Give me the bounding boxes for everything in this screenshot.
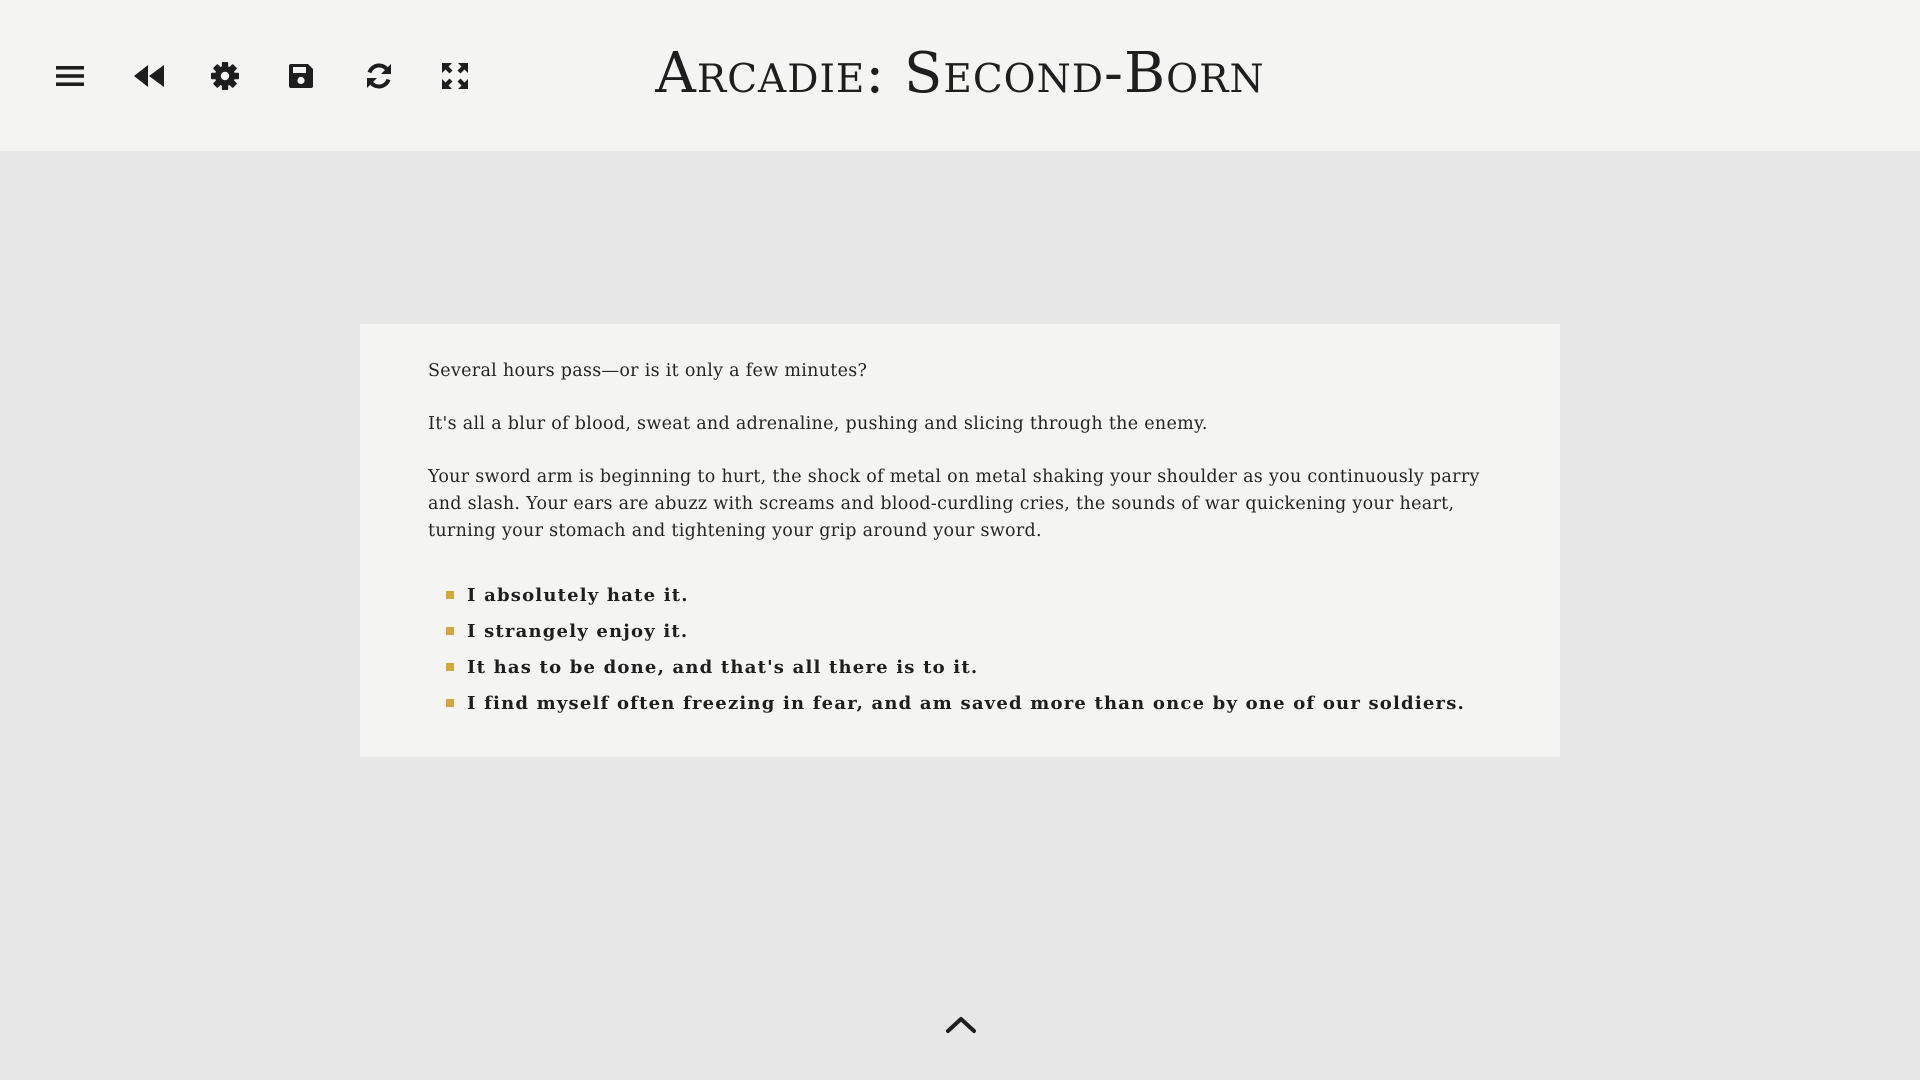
choice-label[interactable]: I strangely enjoy it. (467, 620, 689, 642)
passage-paragraph: Several hours pass—or is it only a few minutes? (428, 361, 868, 381)
choice-link[interactable] (446, 685, 1504, 721)
choice-link[interactable] (446, 649, 1504, 685)
choice-list (428, 577, 1504, 721)
bullet-icon (446, 591, 454, 599)
chevron-up-icon (944, 1012, 978, 1036)
bullet-icon (446, 663, 454, 671)
choice-link[interactable] (446, 613, 1504, 649)
choice-label[interactable]: It has to be done, and that's all there is to it. (467, 656, 979, 678)
bullet-icon (446, 627, 454, 635)
passage-paragraph: Your sword arm is beginning to hurt, the shock of metal on metal shaking your shoulder as you continuously parry and slash. Your ears are abuzz with screams and blood-curdling cries, the sounds of war quickening your heart, turning your stomach and tightening your grip around your sword. (428, 467, 1480, 541)
choice-label[interactable]: I absolutely hate it. (467, 584, 689, 606)
scroll-to-top-button[interactable] (944, 1012, 978, 1036)
passage-paragraph: It's all a blur of blood, sweat and adrenaline, pushing and slicing through the enemy. (428, 414, 1208, 434)
story-title: Arcadie: Second-Born (655, 41, 1265, 106)
choice-label[interactable]: I find myself often freezing in fear, and am saved more than once by one of our soldiers. (467, 692, 1466, 714)
choice-link[interactable] (446, 577, 1504, 613)
top-bar (0, 0, 1920, 151)
passage-panel (360, 324, 1560, 757)
bullet-icon (446, 699, 454, 707)
